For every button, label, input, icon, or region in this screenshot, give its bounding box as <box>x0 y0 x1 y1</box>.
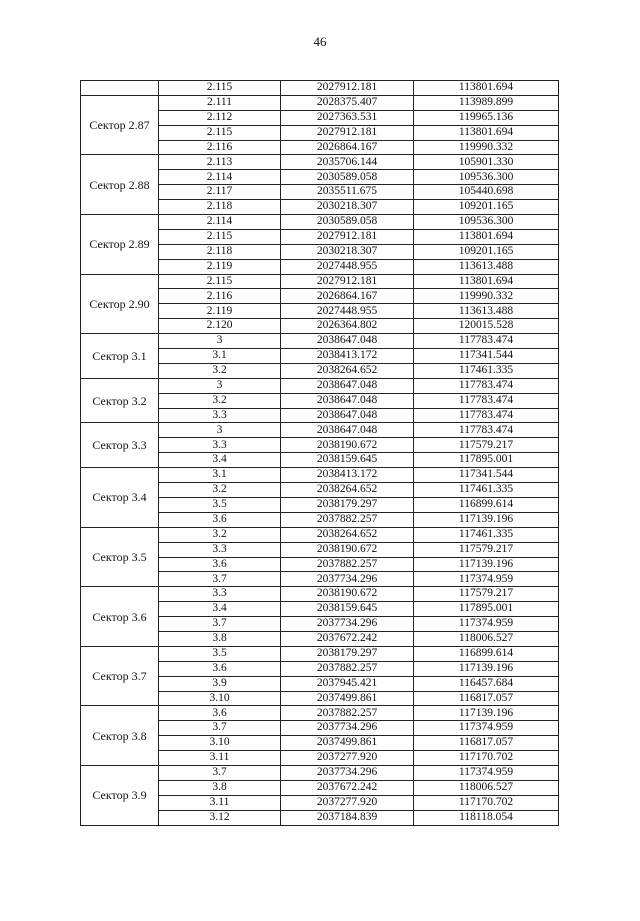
point-number-cell: 2.112 <box>159 110 281 125</box>
y-coordinate-cell: 118006.527 <box>414 631 559 646</box>
point-number-cell: 2.117 <box>159 185 281 200</box>
y-coordinate-cell: 117139.196 <box>414 706 559 721</box>
table-row <box>81 215 559 230</box>
table-row <box>81 334 559 349</box>
point-number-cell: 3.2 <box>159 483 281 498</box>
sector-name-cell <box>81 81 159 96</box>
y-coordinate-cell: 113801.694 <box>414 229 559 244</box>
y-coordinate-cell: 116899.614 <box>414 646 559 661</box>
table-row <box>81 95 559 110</box>
y-coordinate-cell: 113989.899 <box>414 95 559 110</box>
x-coordinate-cell: 2038190.672 <box>281 542 414 557</box>
point-number-cell: 3 <box>159 378 281 393</box>
sector-name-cell: Сектор 2.89 <box>81 215 159 275</box>
y-coordinate-cell: 116899.614 <box>414 497 559 512</box>
point-number-cell: 2.115 <box>159 125 281 140</box>
x-coordinate-cell: 2037734.296 <box>281 765 414 780</box>
y-coordinate-cell: 109201.165 <box>414 200 559 215</box>
y-coordinate-cell: 117374.959 <box>414 765 559 780</box>
point-number-cell: 2.118 <box>159 200 281 215</box>
table-row <box>81 81 559 96</box>
point-number-cell: 3.2 <box>159 527 281 542</box>
sector-name-cell: Сектор 3.9 <box>81 765 159 825</box>
y-coordinate-cell: 117170.702 <box>414 795 559 810</box>
x-coordinate-cell: 2038413.172 <box>281 468 414 483</box>
sector-name-cell: Сектор 2.90 <box>81 274 159 334</box>
x-coordinate-cell: 2030218.307 <box>281 244 414 259</box>
point-number-cell: 3.5 <box>159 646 281 661</box>
x-coordinate-cell: 2038647.048 <box>281 393 414 408</box>
point-number-cell: 3.11 <box>159 751 281 766</box>
x-coordinate-cell: 2035511.675 <box>281 185 414 200</box>
table-row <box>81 527 559 542</box>
table-row <box>81 765 559 780</box>
x-coordinate-cell: 2038264.652 <box>281 527 414 542</box>
point-number-cell: 3.5 <box>159 497 281 512</box>
x-coordinate-cell: 2038190.672 <box>281 438 414 453</box>
x-coordinate-cell: 2030589.058 <box>281 170 414 185</box>
x-coordinate-cell: 2030589.058 <box>281 215 414 230</box>
y-coordinate-cell: 117461.335 <box>414 483 559 498</box>
x-coordinate-cell: 2027448.955 <box>281 304 414 319</box>
point-number-cell: 3.2 <box>159 393 281 408</box>
y-coordinate-cell: 117895.001 <box>414 602 559 617</box>
y-coordinate-cell: 117139.196 <box>414 512 559 527</box>
x-coordinate-cell: 2038190.672 <box>281 587 414 602</box>
point-number-cell: 3.4 <box>159 453 281 468</box>
sector-name-cell: Сектор 3.8 <box>81 706 159 766</box>
point-number-cell: 3.11 <box>159 795 281 810</box>
x-coordinate-cell: 2038647.048 <box>281 423 414 438</box>
sector-name-cell: Сектор 3.1 <box>81 334 159 379</box>
y-coordinate-cell: 105901.330 <box>414 155 559 170</box>
x-coordinate-cell: 2037882.257 <box>281 706 414 721</box>
point-number-cell: 3.7 <box>159 617 281 632</box>
table-row <box>81 274 559 289</box>
x-coordinate-cell: 2027912.181 <box>281 229 414 244</box>
y-coordinate-cell: 113613.488 <box>414 259 559 274</box>
page-number: 46 <box>313 34 327 49</box>
x-coordinate-cell: 2037945.421 <box>281 676 414 691</box>
x-coordinate-cell: 2038179.297 <box>281 497 414 512</box>
point-number-cell: 2.115 <box>159 274 281 289</box>
x-coordinate-cell: 2037882.257 <box>281 512 414 527</box>
point-number-cell: 3.4 <box>159 602 281 617</box>
y-coordinate-cell: 116817.057 <box>414 736 559 751</box>
x-coordinate-cell: 2037499.861 <box>281 736 414 751</box>
point-number-cell: 2.111 <box>159 95 281 110</box>
y-coordinate-cell: 117374.959 <box>414 617 559 632</box>
y-coordinate-cell: 119965.136 <box>414 110 559 125</box>
y-coordinate-cell: 117170.702 <box>414 751 559 766</box>
point-number-cell: 2.120 <box>159 319 281 334</box>
x-coordinate-cell: 2026864.167 <box>281 140 414 155</box>
point-number-cell: 2.116 <box>159 289 281 304</box>
x-coordinate-cell: 2037672.242 <box>281 631 414 646</box>
sector-name-cell: Сектор 3.2 <box>81 378 159 423</box>
y-coordinate-cell: 109201.165 <box>414 244 559 259</box>
point-number-cell: 3.8 <box>159 631 281 646</box>
y-coordinate-cell: 117895.001 <box>414 453 559 468</box>
x-coordinate-cell: 2026364.802 <box>281 319 414 334</box>
y-coordinate-cell: 117783.474 <box>414 393 559 408</box>
y-coordinate-cell: 117139.196 <box>414 661 559 676</box>
y-coordinate-cell: 105440.698 <box>414 185 559 200</box>
y-coordinate-cell: 117783.474 <box>414 408 559 423</box>
x-coordinate-cell: 2027912.181 <box>281 274 414 289</box>
point-number-cell: 2.116 <box>159 140 281 155</box>
point-number-cell: 3.6 <box>159 661 281 676</box>
y-coordinate-cell: 117783.474 <box>414 378 559 393</box>
y-coordinate-cell: 118118.054 <box>414 810 559 825</box>
y-coordinate-cell: 117579.217 <box>414 542 559 557</box>
y-coordinate-cell: 119990.332 <box>414 140 559 155</box>
point-number-cell: 3.1 <box>159 468 281 483</box>
x-coordinate-cell: 2037734.296 <box>281 721 414 736</box>
point-number-cell: 2.113 <box>159 155 281 170</box>
x-coordinate-cell: 2028375.407 <box>281 95 414 110</box>
point-number-cell: 3 <box>159 334 281 349</box>
x-coordinate-cell: 2027448.955 <box>281 259 414 274</box>
point-number-cell: 3.3 <box>159 587 281 602</box>
point-number-cell: 2.118 <box>159 244 281 259</box>
y-coordinate-cell: 117341.544 <box>414 468 559 483</box>
x-coordinate-cell: 2038264.652 <box>281 363 414 378</box>
x-coordinate-cell: 2037499.861 <box>281 691 414 706</box>
x-coordinate-cell: 2027912.181 <box>281 125 414 140</box>
point-number-cell: 2.119 <box>159 304 281 319</box>
point-number-cell: 2.119 <box>159 259 281 274</box>
point-number-cell: 3 <box>159 423 281 438</box>
point-number-cell: 3.6 <box>159 706 281 721</box>
y-coordinate-cell: 109536.300 <box>414 170 559 185</box>
point-number-cell: 3.7 <box>159 721 281 736</box>
x-coordinate-cell: 2038159.645 <box>281 602 414 617</box>
point-number-cell: 3.2 <box>159 363 281 378</box>
x-coordinate-cell: 2026864.167 <box>281 289 414 304</box>
point-number-cell: 3.6 <box>159 512 281 527</box>
point-number-cell: 3.3 <box>159 408 281 423</box>
y-coordinate-cell: 117374.959 <box>414 721 559 736</box>
y-coordinate-cell: 117461.335 <box>414 527 559 542</box>
point-number-cell: 2.115 <box>159 81 281 96</box>
y-coordinate-cell: 117579.217 <box>414 438 559 453</box>
x-coordinate-cell: 2030218.307 <box>281 200 414 215</box>
x-coordinate-cell: 2038413.172 <box>281 349 414 364</box>
sector-name-cell: Сектор 2.87 <box>81 95 159 155</box>
x-coordinate-cell: 2038647.048 <box>281 334 414 349</box>
y-coordinate-cell: 117341.544 <box>414 349 559 364</box>
y-coordinate-cell: 117579.217 <box>414 587 559 602</box>
y-coordinate-cell: 113801.694 <box>414 125 559 140</box>
sector-name-cell: Сектор 3.6 <box>81 587 159 647</box>
x-coordinate-cell: 2037882.257 <box>281 557 414 572</box>
x-coordinate-cell: 2027912.181 <box>281 81 414 96</box>
table-row <box>81 706 559 721</box>
point-number-cell: 3.3 <box>159 542 281 557</box>
y-coordinate-cell: 117139.196 <box>414 557 559 572</box>
sector-name-cell: Сектор 3.7 <box>81 646 159 706</box>
sector-name-cell: Сектор 2.88 <box>81 155 159 215</box>
x-coordinate-cell: 2037734.296 <box>281 617 414 632</box>
point-number-cell: 3.9 <box>159 676 281 691</box>
y-coordinate-cell: 116817.057 <box>414 691 559 706</box>
sector-name-cell: Сектор 3.5 <box>81 527 159 587</box>
y-coordinate-cell: 109536.300 <box>414 215 559 230</box>
x-coordinate-cell: 2037277.920 <box>281 751 414 766</box>
sector-coordinates-body <box>81 81 559 826</box>
table-row <box>81 378 559 393</box>
table-row <box>81 468 559 483</box>
x-coordinate-cell: 2035706.144 <box>281 155 414 170</box>
point-number-cell: 2.115 <box>159 229 281 244</box>
sector-name-cell: Сектор 3.4 <box>81 468 159 528</box>
x-coordinate-cell: 2037184.839 <box>281 810 414 825</box>
y-coordinate-cell: 117461.335 <box>414 363 559 378</box>
point-number-cell: 2.114 <box>159 215 281 230</box>
table-row <box>81 587 559 602</box>
y-coordinate-cell: 117783.474 <box>414 423 559 438</box>
y-coordinate-cell: 117374.959 <box>414 572 559 587</box>
point-number-cell: 3.7 <box>159 572 281 587</box>
point-number-cell: 3.10 <box>159 691 281 706</box>
sector-name-cell: Сектор 3.3 <box>81 423 159 468</box>
point-number-cell: 3.1 <box>159 349 281 364</box>
table-row <box>81 423 559 438</box>
y-coordinate-cell: 113801.694 <box>414 81 559 96</box>
x-coordinate-cell: 2038264.652 <box>281 483 414 498</box>
y-coordinate-cell: 119990.332 <box>414 289 559 304</box>
table-row <box>81 646 559 661</box>
point-number-cell: 3.12 <box>159 810 281 825</box>
y-coordinate-cell: 120015.528 <box>414 319 559 334</box>
point-number-cell: 3.3 <box>159 438 281 453</box>
sector-coordinates-table <box>80 80 559 826</box>
x-coordinate-cell: 2037734.296 <box>281 572 414 587</box>
x-coordinate-cell: 2038647.048 <box>281 408 414 423</box>
x-coordinate-cell: 2038159.645 <box>281 453 414 468</box>
point-number-cell: 2.114 <box>159 170 281 185</box>
point-number-cell: 3.6 <box>159 557 281 572</box>
x-coordinate-cell: 2037882.257 <box>281 661 414 676</box>
y-coordinate-cell: 116457.684 <box>414 676 559 691</box>
x-coordinate-cell: 2038647.048 <box>281 378 414 393</box>
table-row <box>81 155 559 170</box>
y-coordinate-cell: 117783.474 <box>414 334 559 349</box>
point-number-cell: 3.7 <box>159 765 281 780</box>
y-coordinate-cell: 118006.527 <box>414 780 559 795</box>
x-coordinate-cell: 2037277.920 <box>281 795 414 810</box>
x-coordinate-cell: 2027363.531 <box>281 110 414 125</box>
point-number-cell: 3.10 <box>159 736 281 751</box>
x-coordinate-cell: 2038179.297 <box>281 646 414 661</box>
y-coordinate-cell: 113613.488 <box>414 304 559 319</box>
x-coordinate-cell: 2037672.242 <box>281 780 414 795</box>
point-number-cell: 3.8 <box>159 780 281 795</box>
y-coordinate-cell: 113801.694 <box>414 274 559 289</box>
